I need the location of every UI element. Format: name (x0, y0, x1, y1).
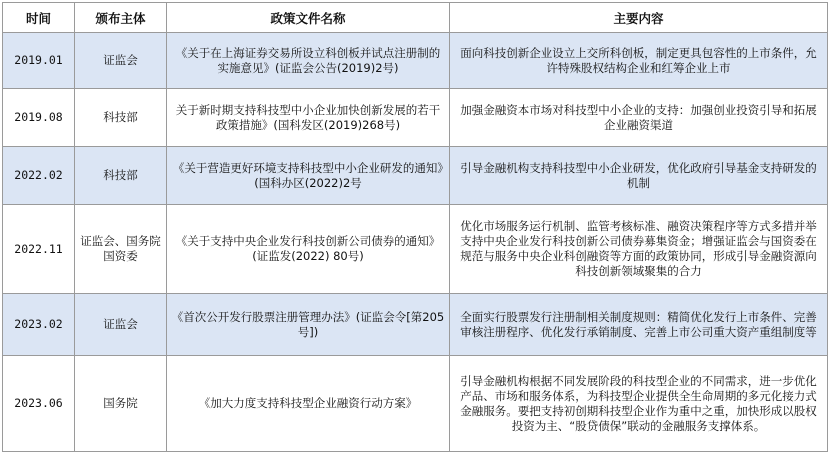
header-issuer: 颁布主体 (75, 3, 167, 33)
table-row (3, 89, 828, 147)
header-row (3, 3, 828, 33)
cell-issuer: 证监会、国务院国资委 (75, 205, 167, 294)
cell-document: 《加大力度支持科技型企业融资行动方案》 (167, 356, 450, 452)
cell-issuer: 证监会 (75, 294, 167, 356)
policy-table (2, 2, 828, 452)
table-row (3, 147, 828, 205)
table-row (3, 356, 828, 452)
cell-document: 《关于营造更好环境支持科技型中小企业研发的通知》(国科办区(2022)2号 (167, 147, 450, 205)
cell-date: 2022.11 (3, 205, 75, 294)
cell-date: 2019.08 (3, 89, 75, 147)
cell-document: 关于新时期支持科技型中小企业加快创新发展的若干政策措施》(国科发区(2019)268号) (167, 89, 450, 147)
header-content: 主要内容 (450, 3, 828, 33)
cell-document: 《关于支持中央企业发行科技创新公司债券的通知》(证监发(2022) 80号) (167, 205, 450, 294)
table-row (3, 33, 828, 89)
cell-issuer: 国务院 (75, 356, 167, 452)
cell-issuer: 科技部 (75, 147, 167, 205)
cell-issuer: 证监会 (75, 33, 167, 89)
header-date: 时间 (3, 3, 75, 33)
cell-date: 2019.01 (3, 33, 75, 89)
cell-content: 优化市场服务运行机制、监管考核标准、融资决策程序等方式多措并举支持中央企业发行科技创新公司债券募集资金；增强证监会与国资委在规范与服务中央企业科创融资等方面的政策协同，形成引导金融资源向科技创新领域聚集的合力 (450, 205, 828, 294)
cell-date: 2022.02 (3, 147, 75, 205)
header-document: 政策文件名称 (167, 3, 450, 33)
table-row (3, 294, 828, 356)
cell-content: 引导金融机构根据不同发展阶段的科技型企业的不同需求，进一步优化产品、市场和服务体系，为科技型企业提供全生命周期的多元化接力式金融服务。要把支持初创期科技型企业作为重中之重，加快形成以股权投资为主、“股贷债保”联动的金融服务支撑体系。 (450, 356, 828, 452)
cell-date: 2023.06 (3, 356, 75, 452)
cell-document: 《首次公开发行股票注册管理办法》(证监会令[第205号]) (167, 294, 450, 356)
cell-document: 《关于在上海证券交易所设立科创板并试点注册制的实施意见》(证监会公告(2019)2号) (167, 33, 450, 89)
cell-content: 全面实行股票发行注册制相关制度规则：精简优化发行上市条件、完善审核注册程序、优化发行承销制度、完善上市公司重大资产重组制度等 (450, 294, 828, 356)
cell-content: 加强金融资本市场对科技型中小企业的支持：加强创业投资引导和拓展企业融资渠道 (450, 89, 828, 147)
cell-content: 引导金融机构支持科技型中小企业研发，优化政府引导基金支持研发的机制 (450, 147, 828, 205)
cell-issuer: 科技部 (75, 89, 167, 147)
table-row (3, 205, 828, 294)
cell-content: 面向科技创新企业设立上交所科创板，制定更具包容性的上市条件，允许特殊股权结构企业和红筹企业上市 (450, 33, 828, 89)
cell-date: 2023.02 (3, 294, 75, 356)
